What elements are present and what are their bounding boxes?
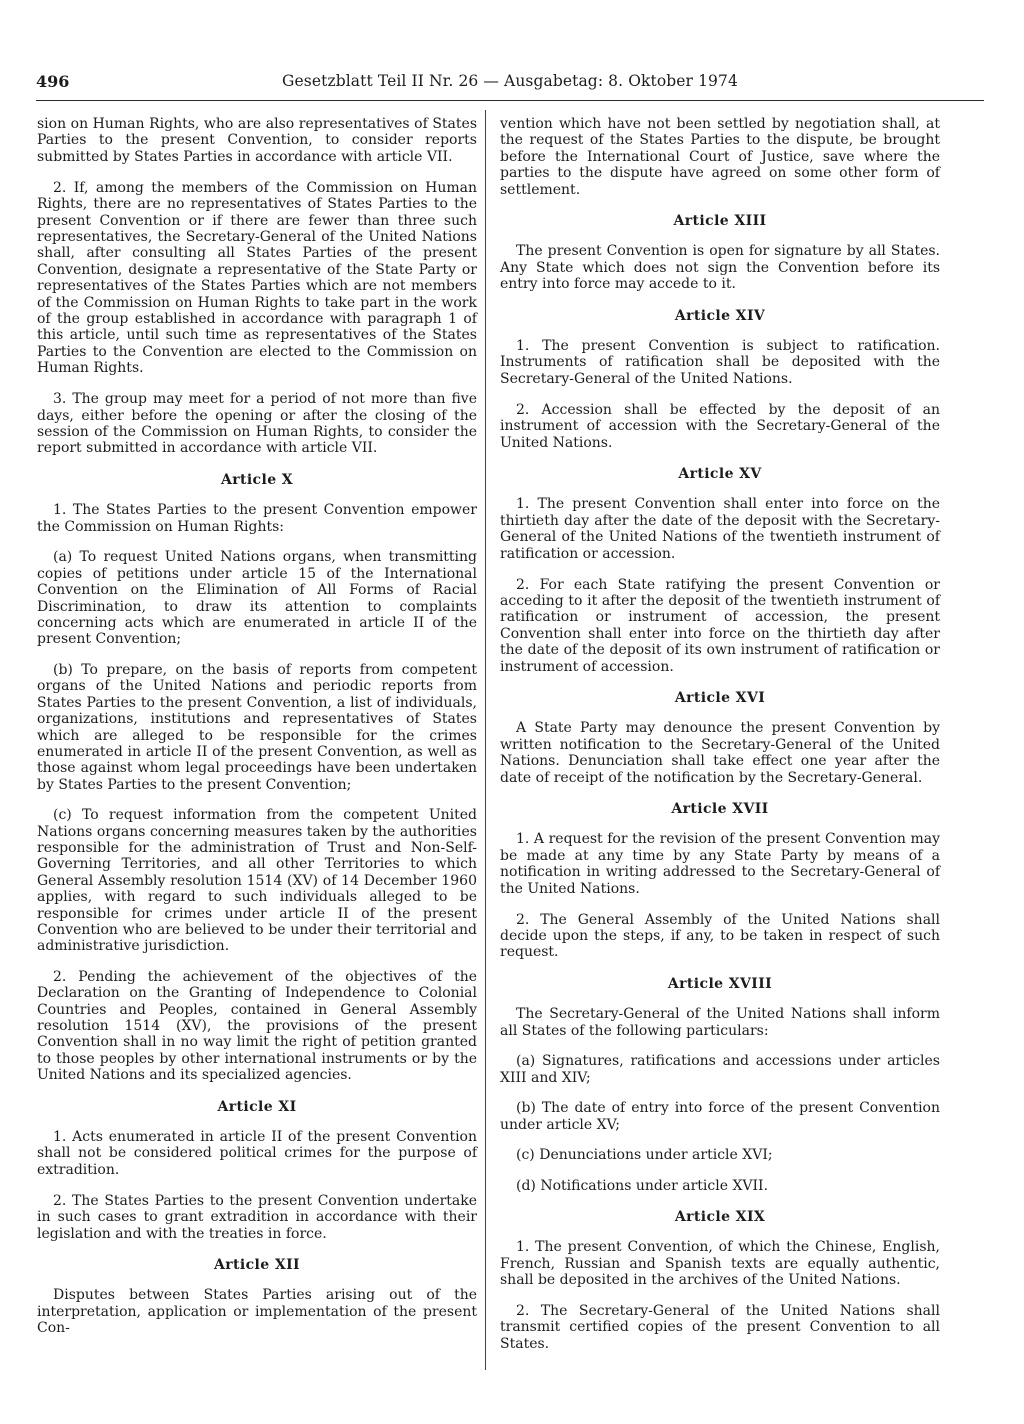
right-column (500, 116, 940, 1367)
paragraph: 2. The Secretary-General of the United Nations shall transmit certified copies of the present Convention to all States. (500, 1303, 940, 1352)
paragraph: sion on Human Rights, who are also representatives of States Parties to the present Convention, to consider reports submitted by States Parties in accordance with article VII. (37, 116, 477, 165)
paragraph: 1. Acts enumerated in article II of the present Convention shall not be considered political crimes for the purpose of extradition. (37, 1129, 477, 1178)
paragraph: 1. The present Convention, of which the Chinese, English, French, Russian and Spanish texts are equally authentic, shall be deposited in the archives of the United Nations. (500, 1239, 940, 1289)
page-header (36, 72, 984, 101)
paragraph: A State Party may denounce the present Convention by written notification to the Secretary-General of the United Nations. Denunciation shall take effect one year after the date of receipt of the notification by the Secretary-General. (500, 720, 940, 786)
article-heading: Article XIX (674, 1208, 766, 1225)
article-heading: Article XVII (671, 801, 769, 817)
list-item: (a) To request United Nations organs, when transmitting copies of petitions under article 15 of the International Convention on the Elimination of All Forms of Racial Discrimination, to draw its attention to complaints concerning acts which are enumerated in article II of the present Convention; (37, 549, 477, 648)
paragraph: 1. The States Parties to the present Convention empower the Commission on Human Rights: (37, 502, 477, 535)
paragraph: vention which have not been settled by negotiation shall, at the request of the States Parties to the dispute, be brought before the International Court of Justice, save where the parties to the dispute have agreed on some other form of settlement. (500, 116, 940, 198)
list-item: (c) Denunciations under article XVI; (516, 1147, 773, 1164)
left-column (37, 116, 477, 1351)
paragraph: 2. If, among the members of the Commission on Human Rights, there are no representatives of States Parties to the present Convention or if there are fewer than three such representatives, the Secretary-General of the United Nations shall, after consulting all States Parties of the present Convention, designate a representative of the State Party or representatives of the States Parties which are not members of the Commission on Human Rights to take part in the work of the group established in accordance with paragraph 1 of this article, until such time as representatives of the States Parties to the Convention are elected to the Commission on Human Rights. (37, 179, 477, 377)
article-heading: Article XV (678, 466, 762, 482)
paragraph: 2. The States Parties to the present Convention undertake in such cases to grant extradition in accordance with their legislation and with the treaties in force. (37, 1192, 477, 1242)
list-item: (c) To request information from the competent United Nations organs concerning measures taken by the authorities responsible for the administration of Trust and Non-Self-Governing Territories, and all other Territories to which General Assembly resolution 1514 (XV) of 14 December 1960 applies, with regard to such individuals alleged to be responsible for crimes under article II of the present Convention who are believed to be under their territorial and administrative jurisdiction. (37, 807, 477, 955)
list-item: (a) Signatures, ratifications and accessions under articles XIII and XIV; (500, 1053, 940, 1086)
list-item: (d) Notifications under article XVII. (516, 1177, 769, 1194)
paragraph: 2. The General Assembly of the United Nations shall decide upon the steps, if any, to be taken in respect of such request. (500, 911, 940, 961)
article-heading: Article XVI (674, 689, 766, 706)
article-heading: Article XIII (673, 213, 767, 230)
paragraph: 1. The present Convention shall enter into force on the thirtieth day after the date of the deposit with the Secretary-General of the United Nations of the twentieth instrument of ratification or accession. (500, 496, 940, 562)
paragraph: 1. A request for the revision of the present Convention may be made at any time by any State Party by means of a notification in writing addressed to the Secretary-General of the United Nations. (500, 831, 940, 897)
article-heading: Article X (220, 471, 294, 488)
article-heading: Article XVIII (667, 975, 773, 992)
list-item: (b) The date of entry into force of the present Convention under article XV; (500, 1100, 940, 1133)
paragraph: 2. For each State ratifying the present Convention or acceding to it after the deposit of the twentieth instrument of ratification or instrument of accession, the present Convention shall enter into force on the thirtieth day after the date of the deposit of its own instrument of ratification or instrument of accession. (500, 576, 940, 675)
paragraph: The Secretary-General of the United Nations shall inform all States of the following particulars: (500, 1006, 940, 1039)
article-heading: Article XIV (674, 307, 766, 324)
paragraph: Disputes between States Parties arising out of the interpretation, application or implementation of the present Con- (37, 1287, 477, 1337)
list-item: (b) To prepare, on the basis of reports from competent organs of the United Nations and periodic reports from States Parties to the present Convention, a list of individuals, organizations, institutions and representatives of States which are alleged to be responsible for the crimes enumerated in article II of the present Convention, as well as those against whom legal proceedings have been undertaken by States Parties to the present Convention; (37, 661, 477, 793)
running-title: Gesetzblatt Teil II Nr. 26 — Ausgabetag: 8. Oktober 1974 (282, 72, 738, 90)
article-heading: Article XII (213, 1256, 300, 1273)
page-number: 496 (36, 72, 70, 91)
paragraph: 3. The group may meet for a period of not more than five days, either before the opening or after the closing of the session of the Commission on Human Rights, to consider the report submitted in accordance with article VII. (37, 391, 477, 457)
paragraph: 2. Accession shall be effected by the deposit of an instrument of accession with the Secretary-General of the United Nations. (500, 401, 940, 451)
paragraph: 1. The present Convention is subject to ratification. Instruments of ratification shall be deposited with the Secretary-General of the United Nations. (500, 338, 940, 387)
column-divider (485, 110, 486, 1370)
paragraph: 2. Pending the achievement of the objectives of the Declaration on the Granting of Independence to Colonial Countries and Peoples, contained in General Assembly resolution 1514 (XV), the provisions of the present Convention shall in no way limit the right of petition granted to those peoples by other international instruments or by the United Nations and its specialized agencies. (37, 968, 477, 1084)
paragraph: The present Convention is open for signature by all States. Any State which does not sign the Convention before its entry into force may accede to it. (500, 243, 940, 293)
article-heading: Article XI (217, 1098, 297, 1115)
